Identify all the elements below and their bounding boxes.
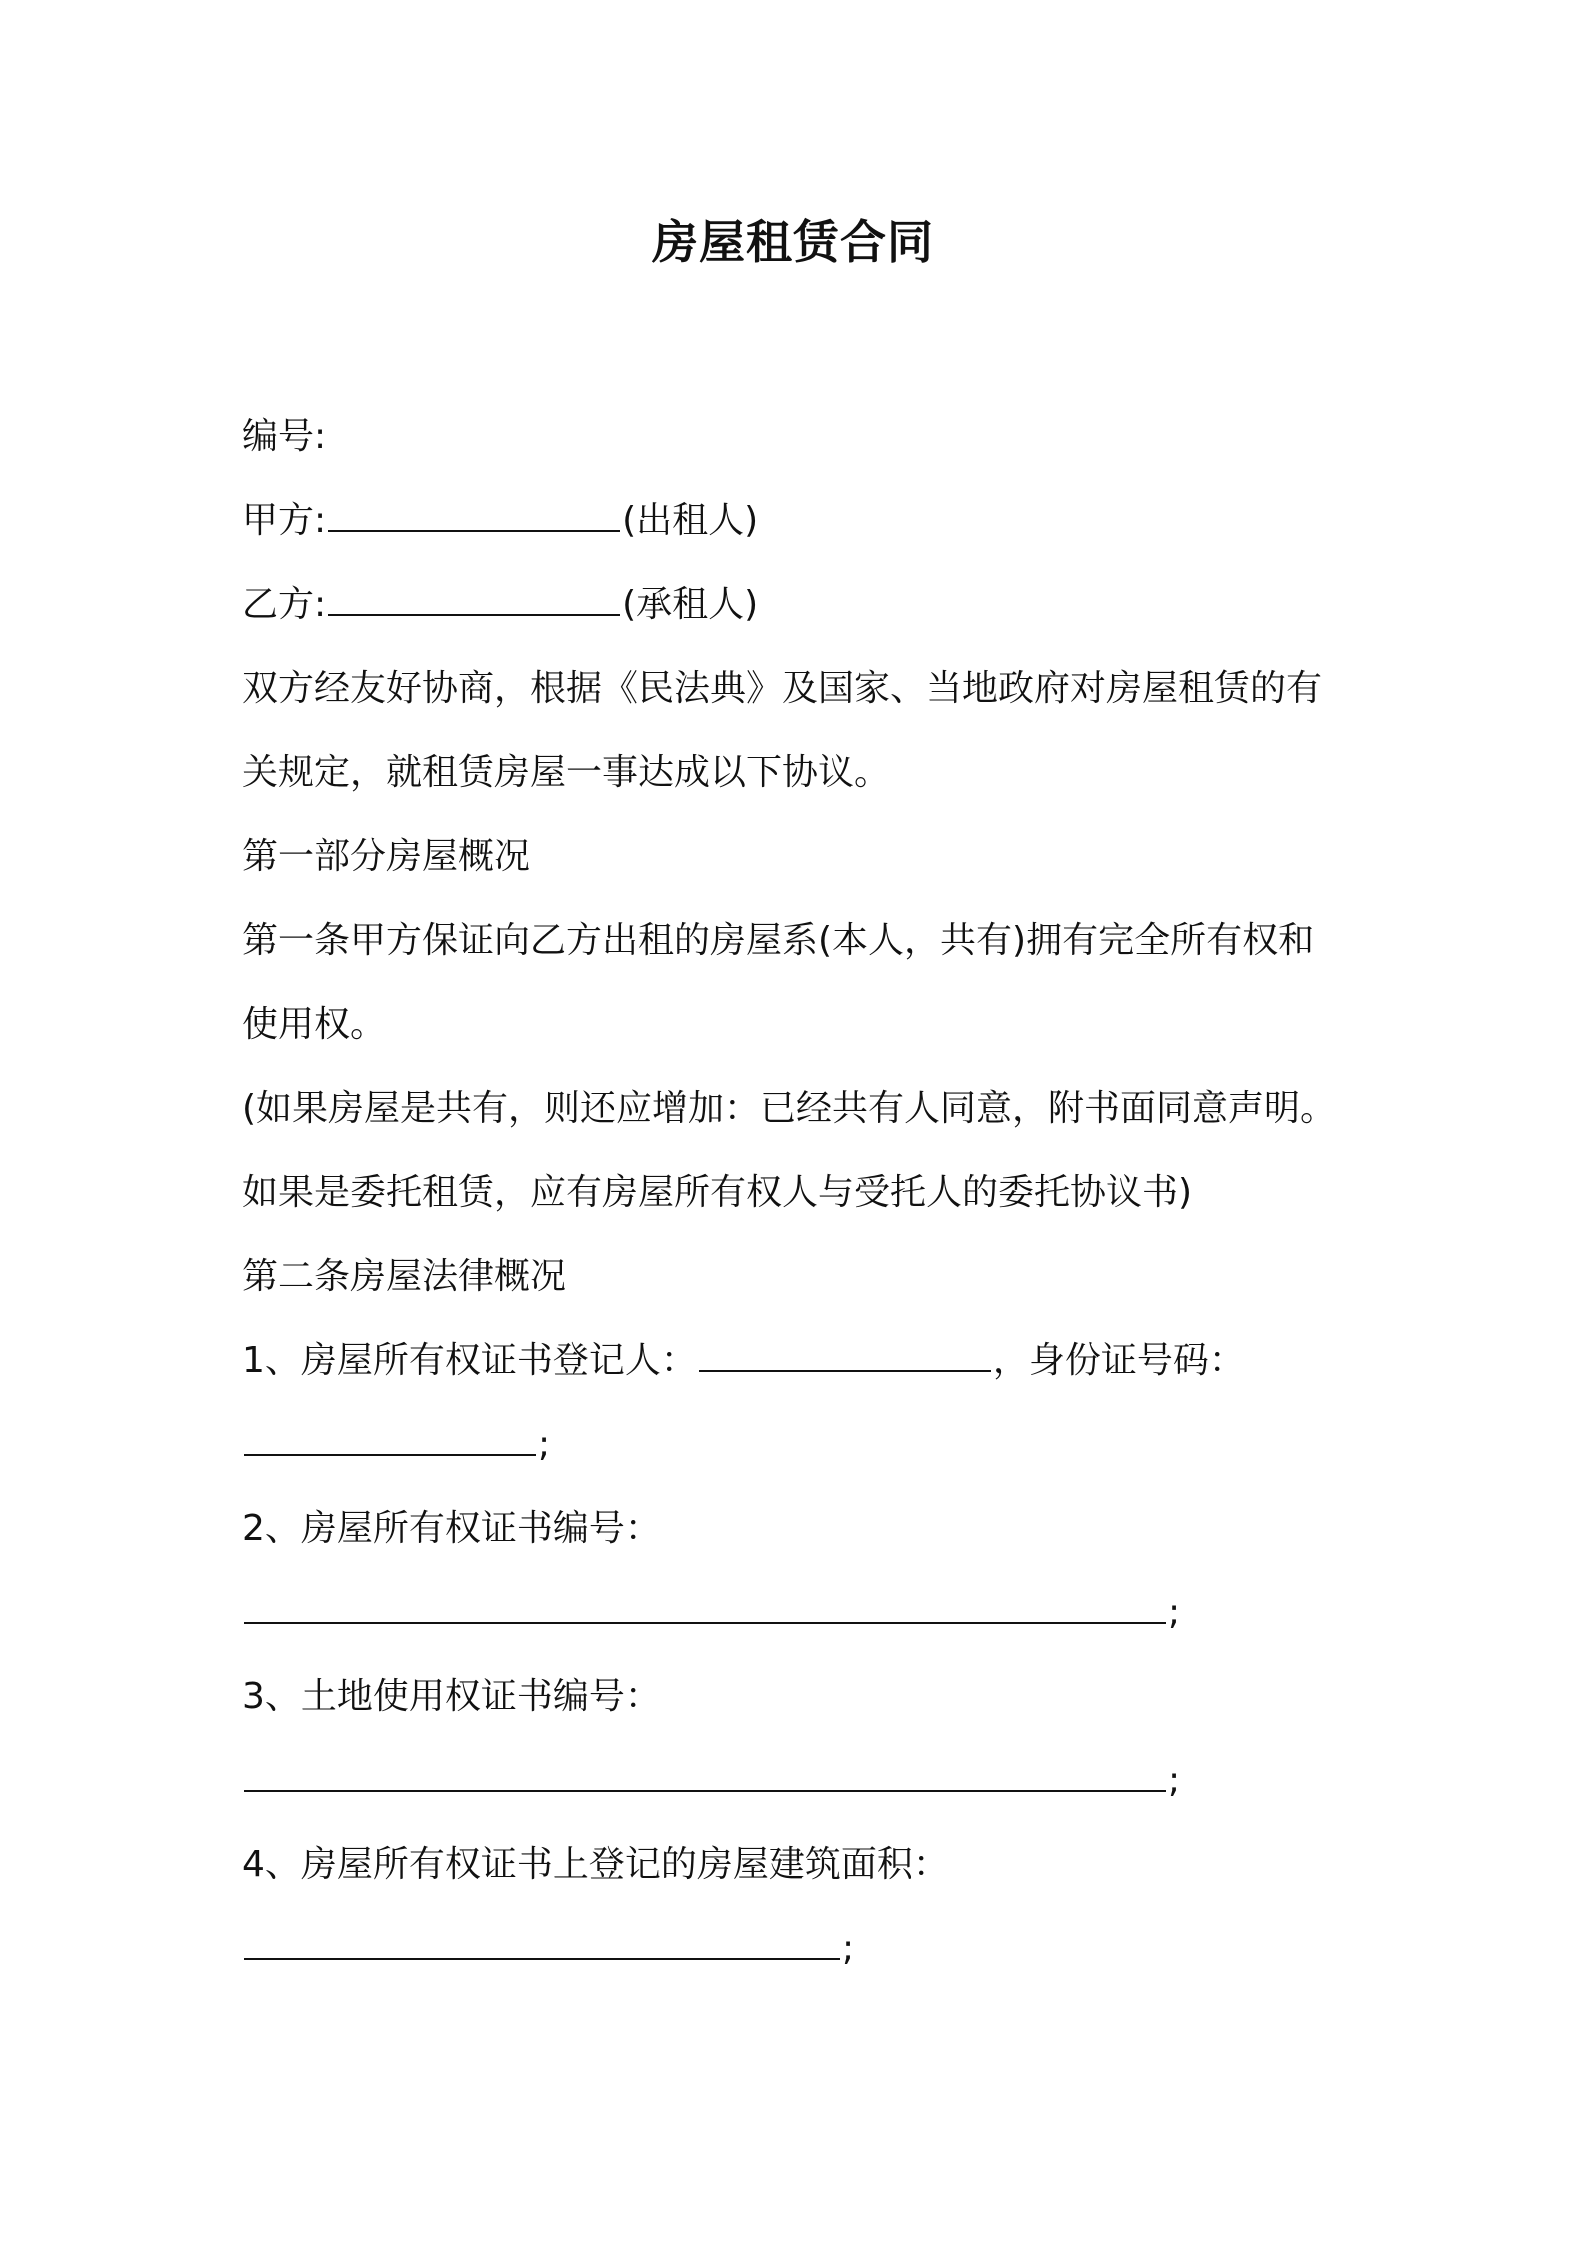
intro-line-1: 双方经友好协商，根据《民法典》及国家、当地政府对房屋租赁的有 [242,668,1323,709]
note-line-2: 如果是委托租赁，应有房屋所有权人与受托人的委托协议书) [242,1172,1193,1213]
item-1-id-line [242,1420,550,1470]
article-1-line-2: 使用权。 [242,1004,387,1045]
item-4-blank-line [242,1924,854,1974]
item-3-end: ; [1168,1760,1181,1801]
item-2-end: ; [1168,1592,1181,1633]
party-a-role: (出租人) [622,500,759,541]
part-1-heading: 第一部分房屋概况 [242,836,531,877]
article-1-line-1: 第一条甲方保证向乙方出租的房屋系(本人，共有)拥有完全所有权和 [242,920,1315,961]
item-2-blank [244,1588,1166,1624]
party-b-label: 乙方: [242,584,327,625]
item-1-id-blank [244,1420,536,1456]
party-b-role: (承租人) [622,584,759,625]
item-1-label: 1、房屋所有权证书登记人： [242,1340,697,1381]
item-1-registrant-blank [699,1336,991,1372]
intro-line-2: 关规定，就租赁房屋一事达成以下协议。 [242,752,891,793]
party-a-line [242,496,758,546]
contract-number-label: 编号: [242,416,327,457]
item-4-line: 4、房屋所有权证书上登记的房屋建筑面积： [242,1844,949,1885]
contract-number-line [242,412,326,462]
item-2-line: 2、房屋所有权证书编号： [242,1508,661,1549]
item-4-blank [244,1924,840,1960]
item-1-id-label: ，身份证号码： [992,1340,1245,1381]
party-b-line [242,580,758,630]
item-3-line: 3、土地使用权证书编号： [242,1676,661,1717]
item-3-blank [244,1756,1166,1792]
party-a-blank [328,496,620,532]
party-a-label: 甲方: [242,500,327,541]
item-1-line [242,1336,1245,1386]
party-b-blank [328,580,620,616]
item-3-blank-line [242,1756,1180,1806]
note-line-1: (如果房屋是共有，则还应增加：已经共有人同意，附书面同意声明。 [242,1088,1337,1129]
document-title: 房屋租赁合同 [652,215,934,269]
article-2-heading: 第二条房屋法律概况 [242,1256,567,1297]
item-1-end: ; [538,1424,551,1465]
item-2-blank-line [242,1588,1180,1638]
item-4-end: ; [842,1928,855,1969]
